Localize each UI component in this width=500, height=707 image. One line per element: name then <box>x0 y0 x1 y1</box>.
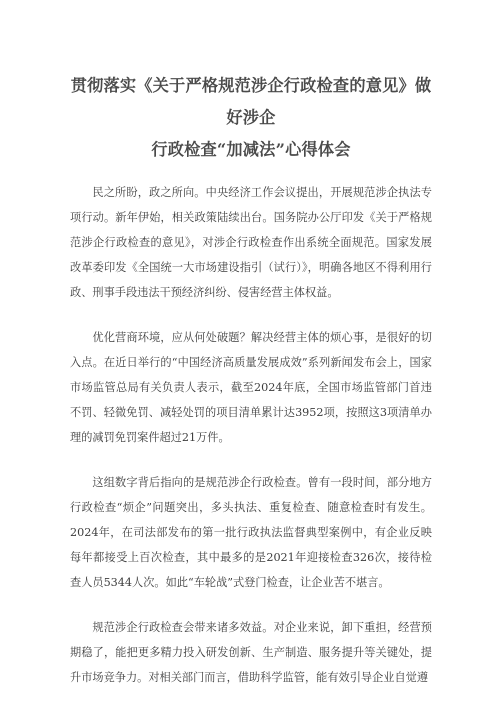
body-paragraph: 民之所盼，政之所向。中央经济工作会议提出，开展规范涉企执法专项行动。新年伊始，相关政策陆续出台。国务院办公厅印发《关于严格规范涉企行政检查的意见》，对涉企行政检查作出系统全面规范。国家发展改革委印发《全国统一大市场建设指引（试行）》，明确各地区不得利用行政、刑事手段违法干预经济纠纷、侵害经营主体权益。 <box>70 186 432 299</box>
title-line: 行政检查“加减法”心得体会 <box>151 140 351 159</box>
body-paragraph: 优化营商环境，应从何处破题？解决经营主体的烦心事，是很好的切入点。在近日举行的“中国经济高质量发展成效”系列新闻发布会上，国家市场监管总局有关负责人表示，截至2024年底，全国市场监管部门首违不罚、轻微免罚、减轻处罚的项目清单累计达3952项，按照这3项清单办理的减罚免罚案件超过21万件。 <box>70 331 432 444</box>
body-paragraph: 这组数字背后指向的是规范涉企行政检查。曾有一段时间，部分地方行政检查“烦企”问题突出，多头执法、重复检查、随意检查时有发生。2024年，在司法部发布的第一批行政执法监督典型案例中，有企业反映每年都接受上百次检查，其中最多的是2021年迎接检查326次，接待检查人员5344人次。如此“车轮战”式登门检查，让企业苦不堪言。 <box>70 476 432 589</box>
title-line: 贯彻落实《关于严格规范涉企行政检查的意见》做好涉企 <box>70 76 432 127</box>
body-paragraph: 规范涉企行政检查会带来诸多效益。对企业来说，卸下重担，经营预期稳了，能把更多精力投入研发创新、生产制造、服务提升等关键处，提升市场竞争力。对相关部门而言，借助科学监管，能有效引导企业自觉遵 <box>70 621 432 684</box>
document-title <box>70 70 432 166</box>
